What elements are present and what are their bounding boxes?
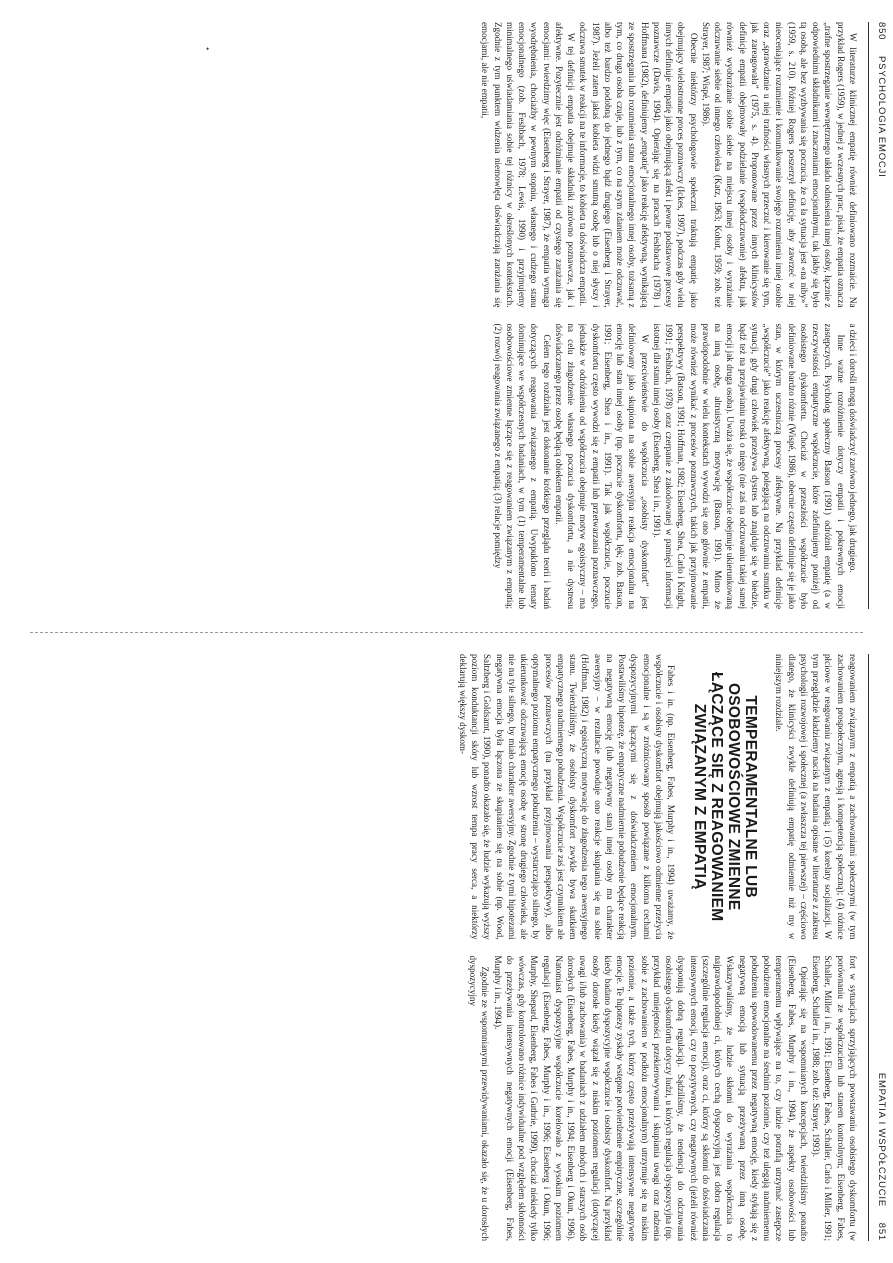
paragraph: Celem tego rozdziału jest dokonanie krótkiego przeglądu teorii i badań dotyczących reagowania związanego z empatią. Uwypuklono tematy dominujące we współczesnych badaniach, w tym (1) temperamentalne lub osobowościowe zmienne łączące się z reagowaniem związanym z empatią; (2) rozwój reagowania związanego z empatią; (3) relacje pomiędzy — [492, 323, 552, 609]
section-heading — [691, 654, 759, 940]
page-850 — [0, 0, 893, 631]
heading-line: ŁĄCZĄCE SIĘ Z REAGOWANIEM — [708, 672, 726, 922]
running-title: EMPATIA I WSPÓŁCZUCIE — [876, 1072, 887, 1207]
paragraph: W tej definicji empatia obejmuje składniki zarówno poznawcze, jak i afektywne. Pozytecznie jest odróżnianie empatii od czystego zarażania się emocjami: twierdzimy więc (Eisenberg i Strayer, 1987), że empatia wymaga wyodrębnienia, chociażby w pewnym stopniu, własnego i cudzego stanu emocjonalnego (zob. Feshbach, 1978; Lewis, 1990) i przyjmujemy minimalnego uświadamiania sobie tej różnicy w określonych kontekstach. Zgodnie z tym punktem widzenia niemowlęta doświadczają zarażania się emocjami, ale nie empatii, — [480, 22, 577, 308]
heading-line: TEMPERAMENTALNE LUB — [742, 695, 760, 899]
text-columns — [30, 654, 859, 1241]
paragraph: Fabes i in. (np. Eisenberg, Fabes, Murphy i in., 1994) uważamy, że współczucie i osobisty dyskomfort obejmują jakościowo odmienne przeżycia emocjonalne i są w zróżnicowany sposób powiązane z kilkoma cechami dyspozycyjnymi łączącymi się z doświadczeniem emocjonalnym. Postawiliśmy hipotezę, że empatyczne nadmiernie pobudzenie będące reakcją na negatywną emocję (lub negatywny stan) innej osoby ma charakter awersyjny – w rezultacie powoduje ono reakcje skupiania się na sobie (Hoffman, 1982) i egoistyczną motywację do złagodzenia tego awersyjnego stanu. Twierdziliśmy, że osobisty dyskomfort zwykle bywa skutkiem empatycznego nadmiernego pobudzenia. Współczucie zaś jest czynnikiem ale procesów poznawczych (na przykład przyjmowania perspektywy), albo optymalnego poziomu empatycznego pobudzenia – wystarczająco silnego, by ukierunkować odczuwającą emocję osobę w stronę drugiego człowieka, ale nie na tyle silnego, by miało charakter awersyjny. Zgodnie z tymi hipotezami negatywna emocja była łączona ze skupianiem się na sobie (np. Wood, Saltzberg i Goldsamt, 1990), ponadto okazało się, że ludzie wykazują wyższy poziom konduktancji skóry lub wzrost tempa pracy serca, a niektórzy deklarują większy dyskom- — [458, 654, 677, 940]
paragraph: Inne ważne rozróżnienie dotyczy empatii i pokrewnych emocji zastępczych. Psycholog społeczny Batson (1991) odróżnił empatię (a w rzeczywistości empatyczne współczucie, które zdefiniujemy poniżej) od osobistego dyskomfortu. Chociaż w przeszłości współczucie było definiowane bardzo różnie (Wispé, 1986), obecnie często definiuje się je jako stan, w którym uczestniczą procesy afektywne. Na przykład definicje „współczucie” jako reakcję afektywną, polegającą na odczuwaniu smutku w sytuacji, gdy drugi człowiek przeżywa dystres lub znajduje się w biedzie, bądź też na przejawianiu troski o niego (nie zaś na odczuwaniu takiej samej emocji jak druga osoba). Uważa się, że współczucie obejmuje ukierunkowaną na inną osobę, altruistyczną motywację (Batson, 1991). Mimo że prawdopodobnie w wielu kontekstach wywodzi się ono głównie z empatii, może również wynikać z procesów poznawczych, takich jak przyjmowanie perspektywy (Batson, 1991; Hoffman, 1982; Eisenberg, Shea, Carlo i Knight, 1991; Feshbach, 1978) oraz czerpanie z zakodowanej w pamięci informacji istotnej dla stanu innej osoby (Eisenberg, Shea i in., 1991). — [652, 323, 846, 609]
text-columns — [30, 22, 859, 609]
running-head — [871, 22, 887, 609]
heading-line: OSOBOWOŚCIOWE ZMIENNE — [725, 682, 743, 911]
stray-mark: • — [206, 44, 210, 54]
paragraph: a dzieci i dorośli mogą doświadczyć zarówno jednego, jak drugiego. — [848, 323, 858, 573]
paragraph: Obecnie niektórzy psychologowie społeczni traktują empatię jako obejmujący wielostronne proces poznawczy (Ickes, 1997), podczas gdy wielu innych definiuje empatię jako obejmującą afekt i pewne podstawowe procesy poznawcze (Davis, 1994). Opierając się na pracach Feshbacha (1978) i Hoffmana (1982), definiujemy „empatię” jako reakcję afektywną, wynikającą ze spostrzegania lub rozumienia stanu emocjonalnego innej osoby, tożsamą z tym, co druga osoba czuje, lub z tym, co na szym zdaniem może odczuwać, albo też bardzo podobną do jednego bądź drugiego (Eisenberg i Strayer, 1987). Jeżeli zatem jakaś kobieta widzi smutną osobę lub o niej słyszy i odczuwa smutek w reakcji na te informacje, to kobieta ta doświadcza empatii. — [578, 22, 699, 308]
page-851 — [0, 632, 893, 1263]
paragraph: W przeciwieństwie do współczucia „osobisty dyskomfort” jest definiowany jako skupiona na sobie awersyjna reakcja emocjonalna na emocję lub stan innej osoby (np. poczucie dyskomfortu, lęk; zob. Batson, 1991; Eisenberg, Shea i in., 1991). Tak jak współczucie, poczucie dyskomfortu często wywodzi się z empatii lub przetwarzania poznawczego, jednakże w odróżnieniu od współczucia obejmuje motyw egoistyczny – ma na celu złagodzenie własnego poczucia dyskomfortu, a nie dystresu doświadczanego przez osobę będącą obiektem empatii. — [554, 323, 650, 609]
paragraph: reagowaniem związanym z empatią a zachowaniami społecznymi (w tym zachowaniem prospołecznym, agresją i kompetencją społeczną); (4) różnice płciowe w reagowaniu związanym z empatią; i (5) korelaty socjalizacji. W tym przeglądzie kładziemy nacisk na badania opisane w literaturze z zakresu psychologii rozwojowej i społecznej (a zwłaszcza tej pierwszej) – częściowo dlatego, że klinicyści zwykle definiują empatię odmiennie niż my w niniejszym rozdziale. — [774, 654, 858, 940]
heading-line: ZWIĄZANYM Z EMPATIĄ — [691, 703, 709, 890]
paragraph: W literaturze klinicznej empatię również definiowano rozmaicie. Na przykład Rogers (1959), w jednej z wczesnych prac, pisał, że empatia oznacza „trafne spostrzeganie wewnętrznego układu odniesienia innej osoby, łącznie z odpowiednimi składnikami i znaczeniami emocjonalnymi, tak jakby się było tą osobą, ale bez wyzbywania się poczucia, że ca ła sytuacja jest «na niby»” (1959, s. 210). Później Rogers poszerzył definicję, aby zawrzeć w niej nieoceniające rozumienie i komunikowanie swojego rozumienia innej osobie oraz „sprawdzanie u niej trafności własnych przeczuć i kierowanie się tym, jak zareagowała” (1975, s. 4). Proponowane przez innych klinicystów definicje empatii obejmowały podzielanie (współodczuwanie) afektu, jak również wyobrażanie sobie siebie na miejscu innej osoby i wyrażanie odczuwanie siebie od innego człowieka (Katz, 1963; Kohut, 1959; zob. też Strayer, 1987; Wispé, 1986). — [701, 22, 858, 308]
paragraph: Zgodnie ze wspomnianymi przewidywaniami, okazało się, że u dorosłych dyspozycyjny — [468, 955, 491, 1241]
header-rule — [868, 22, 869, 609]
running-head — [871, 654, 887, 1241]
paragraph: Opierając się na wspomnianych koncepcjach, twierdziliśmy ponadto (Eisenberg, Fabes, Murphy i in., 1994), że aspekty osobowości lub temperamentu wpływające na to, czy ludzie potrafią utrzymać zastępcze pobudzenie emocjonalne na średnim poziomie, czy też ulegają nadmiernemu pobudzeniu spowodowanemu przez negatywną emocję, kiedy stykają się z negatywną emocją lub sytuacją przeżywaną przez inną osobę. Wskazywaliśmy, że ludzie skłonni do wyrażania współczucia to najprawdopodobniej ci, których cechą dyspozycyjną jest dobra regulacja (szczególnie regulacja emocji), oraz ci, którzy są skłonni do doświadczania intensywnych emocji, czy to pozytywnych, czy negatywnych (jeżeli również dysponują dobrą regulacją). Sądziliśmy, że tendencja do odczuwania osobistego dyskomfortu dotyczy ludzi, u których regulacja dyspozycyjna (np. przykład umiejętności przekierowywania i skupiania uwagi oraz radzenia sobie z zachowaniem w podłożu emocjonalnym) utrzymuje się na niskim poziomie, a także tych, którzy często przeżywają intensywne negatywne emocje. Te hipotezy zyskały wstępne potwierdzenie empiryczne, szczególnie kiedy badano dyspozycyjne współczucie i osobisty dyskomfort. Na przykład osoby dorosłe kiedy wiązał się z niskim poziomem regulacji (dotyczącej uwagi i/lub zachowania) w badaniach z udziałem młodych i starszych osób dorosłych (Eisenberg, Fabes, Murphy i in., 1994; Eisenberg i Okun, 1996). Natomiast dyspozycyjne współczucie korelowało z wysokim poziomem regulacji (Eisenberg, Fabes, Murphy i in., 1996; Eisenberg i Okun, 1996; Murphy, Shepard, Eisenberg, Fabes i Guthrie, 1999), chociaż niekiedy tylko wówczas, gdy kontrolowano różnice indywidualne pod względem skłonności do przeżywania intensywnych negatywnych emocji (Eisenberg, Fabes, Murphy i in., 1994). — [492, 955, 809, 1241]
page-number: 851 — [876, 1222, 887, 1241]
running-title: PSYCHOLOGIA EMOCJI — [876, 56, 887, 178]
column-left — [30, 22, 859, 308]
page-number: 850 — [876, 22, 887, 41]
column-right — [30, 956, 859, 1242]
header-rule — [868, 654, 869, 1241]
column-right — [30, 324, 859, 610]
column-left — [30, 654, 859, 940]
paragraph: fort w sytuacjach sprzyjających powstawaniu osobistego dyskomfortu (w porównaniu ze współczuciem lub stanem kontrolnym; Eisenberg, Fabes, Schaller, Miller i in., 1991; Eisenberg, Fabes, Schaller, Carlo i Miller, 1991; Eisenberg, Schaller i in., 1988; zob. też: Strayer, 1993). — [811, 955, 858, 1241]
